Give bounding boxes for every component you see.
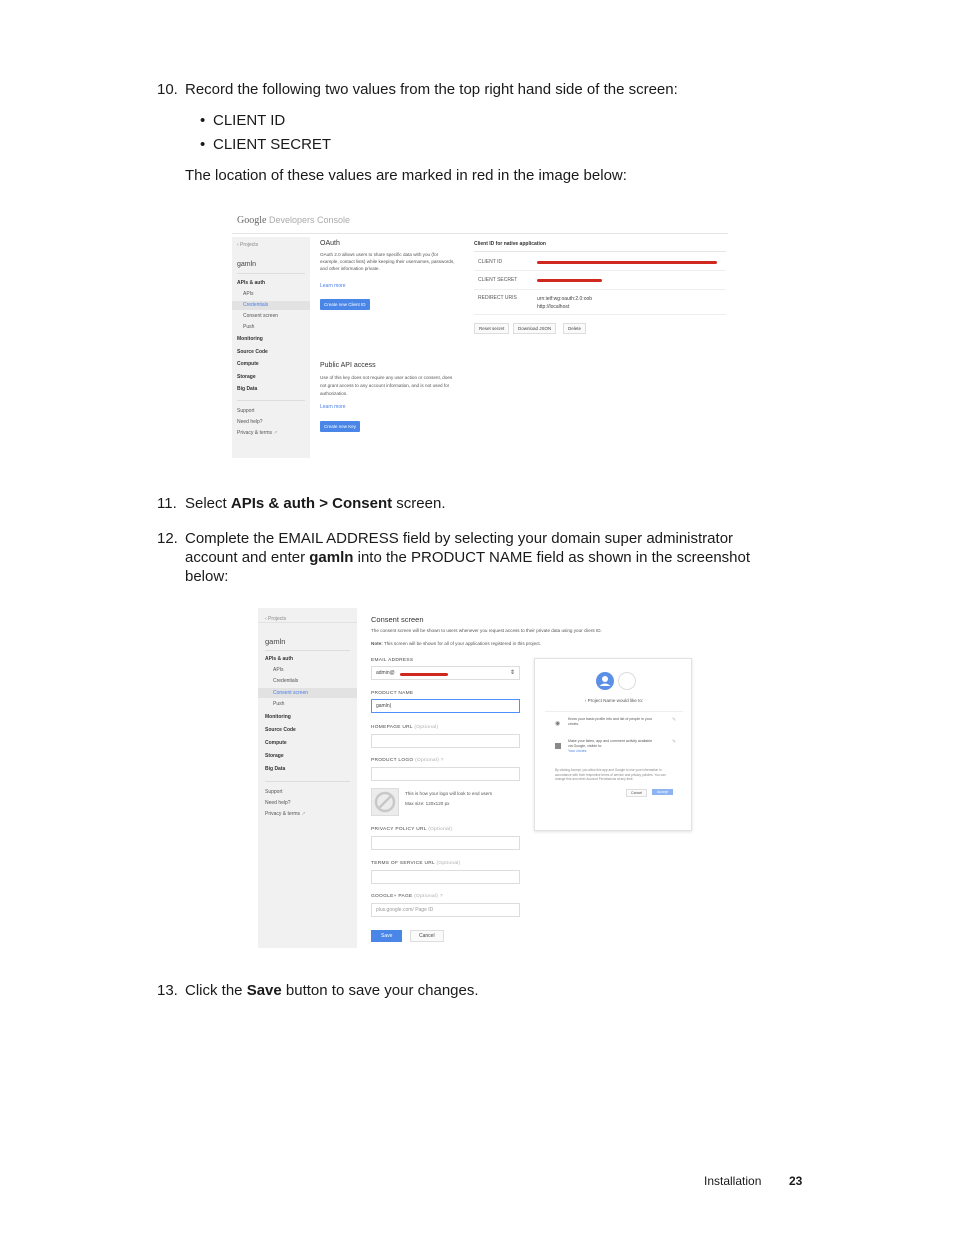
product-name-input[interactable]: gamln| — [371, 699, 520, 713]
page-number: 23 — [789, 1174, 803, 1188]
public-api-title: Public API access — [320, 362, 376, 369]
product-logo-input[interactable] — [371, 767, 520, 781]
homepage-url-input[interactable] — [371, 734, 520, 748]
developers-console-logo: Google Developers Console — [237, 215, 350, 226]
native-app-header: Client ID for native application — [474, 241, 546, 247]
help-icon: ? — [440, 758, 444, 763]
cancel-button[interactable]: Cancel — [410, 930, 444, 942]
bullet-dot: • — [200, 136, 206, 153]
email-label: EMAIL ADDRESS — [371, 658, 414, 663]
edit-icon[interactable]: ✎ — [672, 739, 677, 745]
credentials-screenshot — [232, 205, 728, 458]
sidebar-item-source-code[interactable]: Source Code — [237, 349, 268, 355]
logo-placeholder — [371, 788, 399, 816]
footer-section: Installation — [704, 1174, 762, 1188]
save-button[interactable]: Save — [371, 930, 402, 942]
app-logo-placeholder — [618, 672, 636, 690]
sidebar-item-storage[interactable]: Storage — [265, 753, 284, 759]
sidebar-item-compute[interactable]: Compute — [237, 361, 259, 367]
fine-print: By clicking Accept, you allow this app and Google to use your information in accordance with their respective terms of service and privacy policies. You can change this and other Account Permissions at any time. — [555, 768, 666, 781]
sidebar-item-monitoring[interactable]: Monitoring — [265, 714, 291, 720]
sidebar-item-monitoring[interactable]: Monitoring — [237, 336, 263, 342]
step-10-note: The location of these values are marked in red in the image below: — [185, 167, 627, 184]
privacy-link[interactable]: Privacy & terms ↗ — [265, 811, 306, 817]
sidebar-item-credentials[interactable]: Credentials — [273, 678, 299, 684]
bullet-client-id: CLIENT ID — [213, 112, 286, 129]
sidebar-item-big-data[interactable]: Big Data — [265, 766, 286, 772]
create-new-key-button[interactable]: Create new Key — [320, 421, 360, 432]
sidebar-item-credentials[interactable]: Credentials — [243, 302, 269, 308]
consent-note: Note: This screen will be shown for all of your applications registered in this project. — [371, 641, 541, 646]
support-link[interactable]: Support — [237, 408, 255, 414]
permission-1: Know your basic profile info and list of people in your circles. — [568, 717, 652, 726]
help-icon: ? — [439, 894, 443, 899]
oauth-description: OAuth 2.0 allows users to share specific data with you (for example, contact lists) while keeping their usernames, passwords, and other information private. — [320, 252, 455, 271]
avatar — [596, 672, 614, 690]
sidebar-item-push[interactable]: Push — [243, 324, 255, 330]
user-icon — [596, 672, 614, 690]
public-api-description: Use of this key does not require any user action or consent, does not grant access to any account information, and is not used for authorization. — [320, 375, 453, 396]
consent-description: The consent screen will be shown to users whenever you request access to their private data using your client ID. — [371, 628, 602, 633]
sidebar-item-consent[interactable]: Consent screen — [243, 313, 279, 319]
download-json-button[interactable]: Download JSON — [513, 323, 556, 334]
privacy-link[interactable]: Privacy & terms ↗ — [237, 430, 278, 436]
sidebar-item-apis-auth[interactable]: APIs & auth — [237, 280, 266, 286]
activity-icon — [555, 743, 561, 749]
terms-of-service-label: TERMS OF SERVICE URL (Optional) — [371, 861, 461, 866]
step-11-text: Select APIs & auth > Consent screen. — [185, 495, 446, 512]
preview-accept-button[interactable]: Accept — [652, 789, 673, 795]
external-link-icon: ↗ — [301, 811, 306, 817]
project-name: gamln — [237, 261, 257, 268]
sidebar-item-big-data[interactable]: Big Data — [237, 386, 258, 392]
sidebar-item-storage[interactable]: Storage — [237, 374, 256, 380]
product-name-label: PRODUCT NAME — [371, 691, 414, 696]
privacy-policy-input[interactable] — [371, 836, 520, 850]
sidebar — [258, 608, 357, 948]
support-link[interactable]: Support — [265, 789, 283, 795]
sidebar-item-consent-screen[interactable]: Consent screen — [273, 690, 309, 696]
permission-2: Make your listen, app and comment activity available via Google, visible to: Your circles — [568, 739, 653, 753]
redirect-uris-label: REDIRECT URIS — [478, 295, 517, 301]
project-name: gamln — [265, 637, 286, 646]
client-id-label: CLIENT ID — [478, 259, 503, 265]
terms-of-service-input[interactable] — [371, 870, 520, 884]
preview-cancel-button[interactable]: Cancel — [626, 789, 647, 797]
client-secret-label: CLIENT SECRET — [478, 277, 518, 283]
email-select[interactable]: admin@ ⇕ — [371, 666, 520, 680]
sidebar-item-compute[interactable]: Compute — [265, 740, 287, 746]
bullet-client-secret: CLIENT SECRET — [213, 136, 332, 153]
projects-link[interactable]: ‹ Projects — [237, 242, 259, 248]
no-image-icon — [372, 789, 398, 815]
google-plus-label: GOOGLE+ PAGE (Optional) ? — [371, 894, 443, 899]
client-secret-redaction — [537, 279, 602, 282]
step-10-text: Record the following two values from the top right hand side of the screen: — [185, 81, 678, 98]
privacy-policy-label: PRIVACY POLICY URL (Optional) — [371, 827, 453, 832]
email-redaction — [400, 673, 448, 676]
sidebar-item-push[interactable]: Push — [273, 701, 285, 707]
edit-icon[interactable]: ✎ — [672, 717, 677, 723]
help-link[interactable]: Need help? — [237, 419, 263, 425]
oauth-title: OAuth — [320, 240, 340, 247]
step-13-number: 13. — [157, 982, 178, 999]
step-10-number: 10. — [157, 81, 178, 98]
profile-icon: ◉ — [555, 721, 561, 727]
learn-more-link[interactable]: Learn more — [320, 283, 346, 289]
sidebar-item-apis-auth[interactable]: APIs & auth — [265, 656, 294, 662]
sidebar-item-apis[interactable]: APIs — [243, 291, 254, 297]
homepage-url-label: HOMEPAGE URL (Optional) — [371, 725, 439, 730]
projects-link[interactable]: ‹ Projects — [265, 616, 287, 622]
sidebar-item-apis[interactable]: APIs — [273, 667, 284, 673]
create-client-id-button[interactable]: Create new Client ID — [320, 299, 370, 310]
consent-screen-title: Consent screen — [371, 615, 424, 624]
help-link[interactable]: Need help? — [265, 800, 291, 806]
learn-more-link-2[interactable]: Learn more — [320, 404, 346, 410]
delete-button[interactable]: Delete — [563, 323, 586, 334]
step-12-number: 12. — [157, 530, 178, 547]
redirect-uris-value: urn:ietf:wg:oauth:2.0:oob http://localhost — [537, 296, 593, 310]
select-arrow-icon: ⇕ — [509, 670, 515, 676]
step-11-number: 11. — [157, 495, 177, 512]
product-logo-label: PRODUCT LOGO (Optional) ? — [371, 758, 444, 763]
logo-hint: This is how your logo will look to end users Max size: 120x120 px — [405, 791, 493, 806]
step-12-text: Complete the EMAIL ADDRESS field by selecting your domain super administrator account and enter gamln into the PRODUCT NAME field as shown in the screenshot below: — [185, 530, 751, 585]
external-link-icon: ↗ — [273, 430, 278, 436]
sidebar-item-source-code[interactable]: Source Code — [265, 727, 296, 733]
step-13-text: Click the Save button to save your changes. — [185, 982, 479, 999]
consent-preview-card — [534, 658, 692, 831]
bullet-dot: • — [200, 112, 206, 129]
client-id-redaction — [537, 261, 717, 264]
reset-secret-button[interactable]: Reset secret — [474, 323, 509, 334]
sidebar — [232, 237, 310, 458]
would-like-text: ‹ Project Name would like to: — [584, 698, 644, 703]
google-plus-input[interactable]: plus.google.com/ Page ID — [371, 903, 520, 917]
consent-screen-screenshot — [258, 608, 693, 948]
